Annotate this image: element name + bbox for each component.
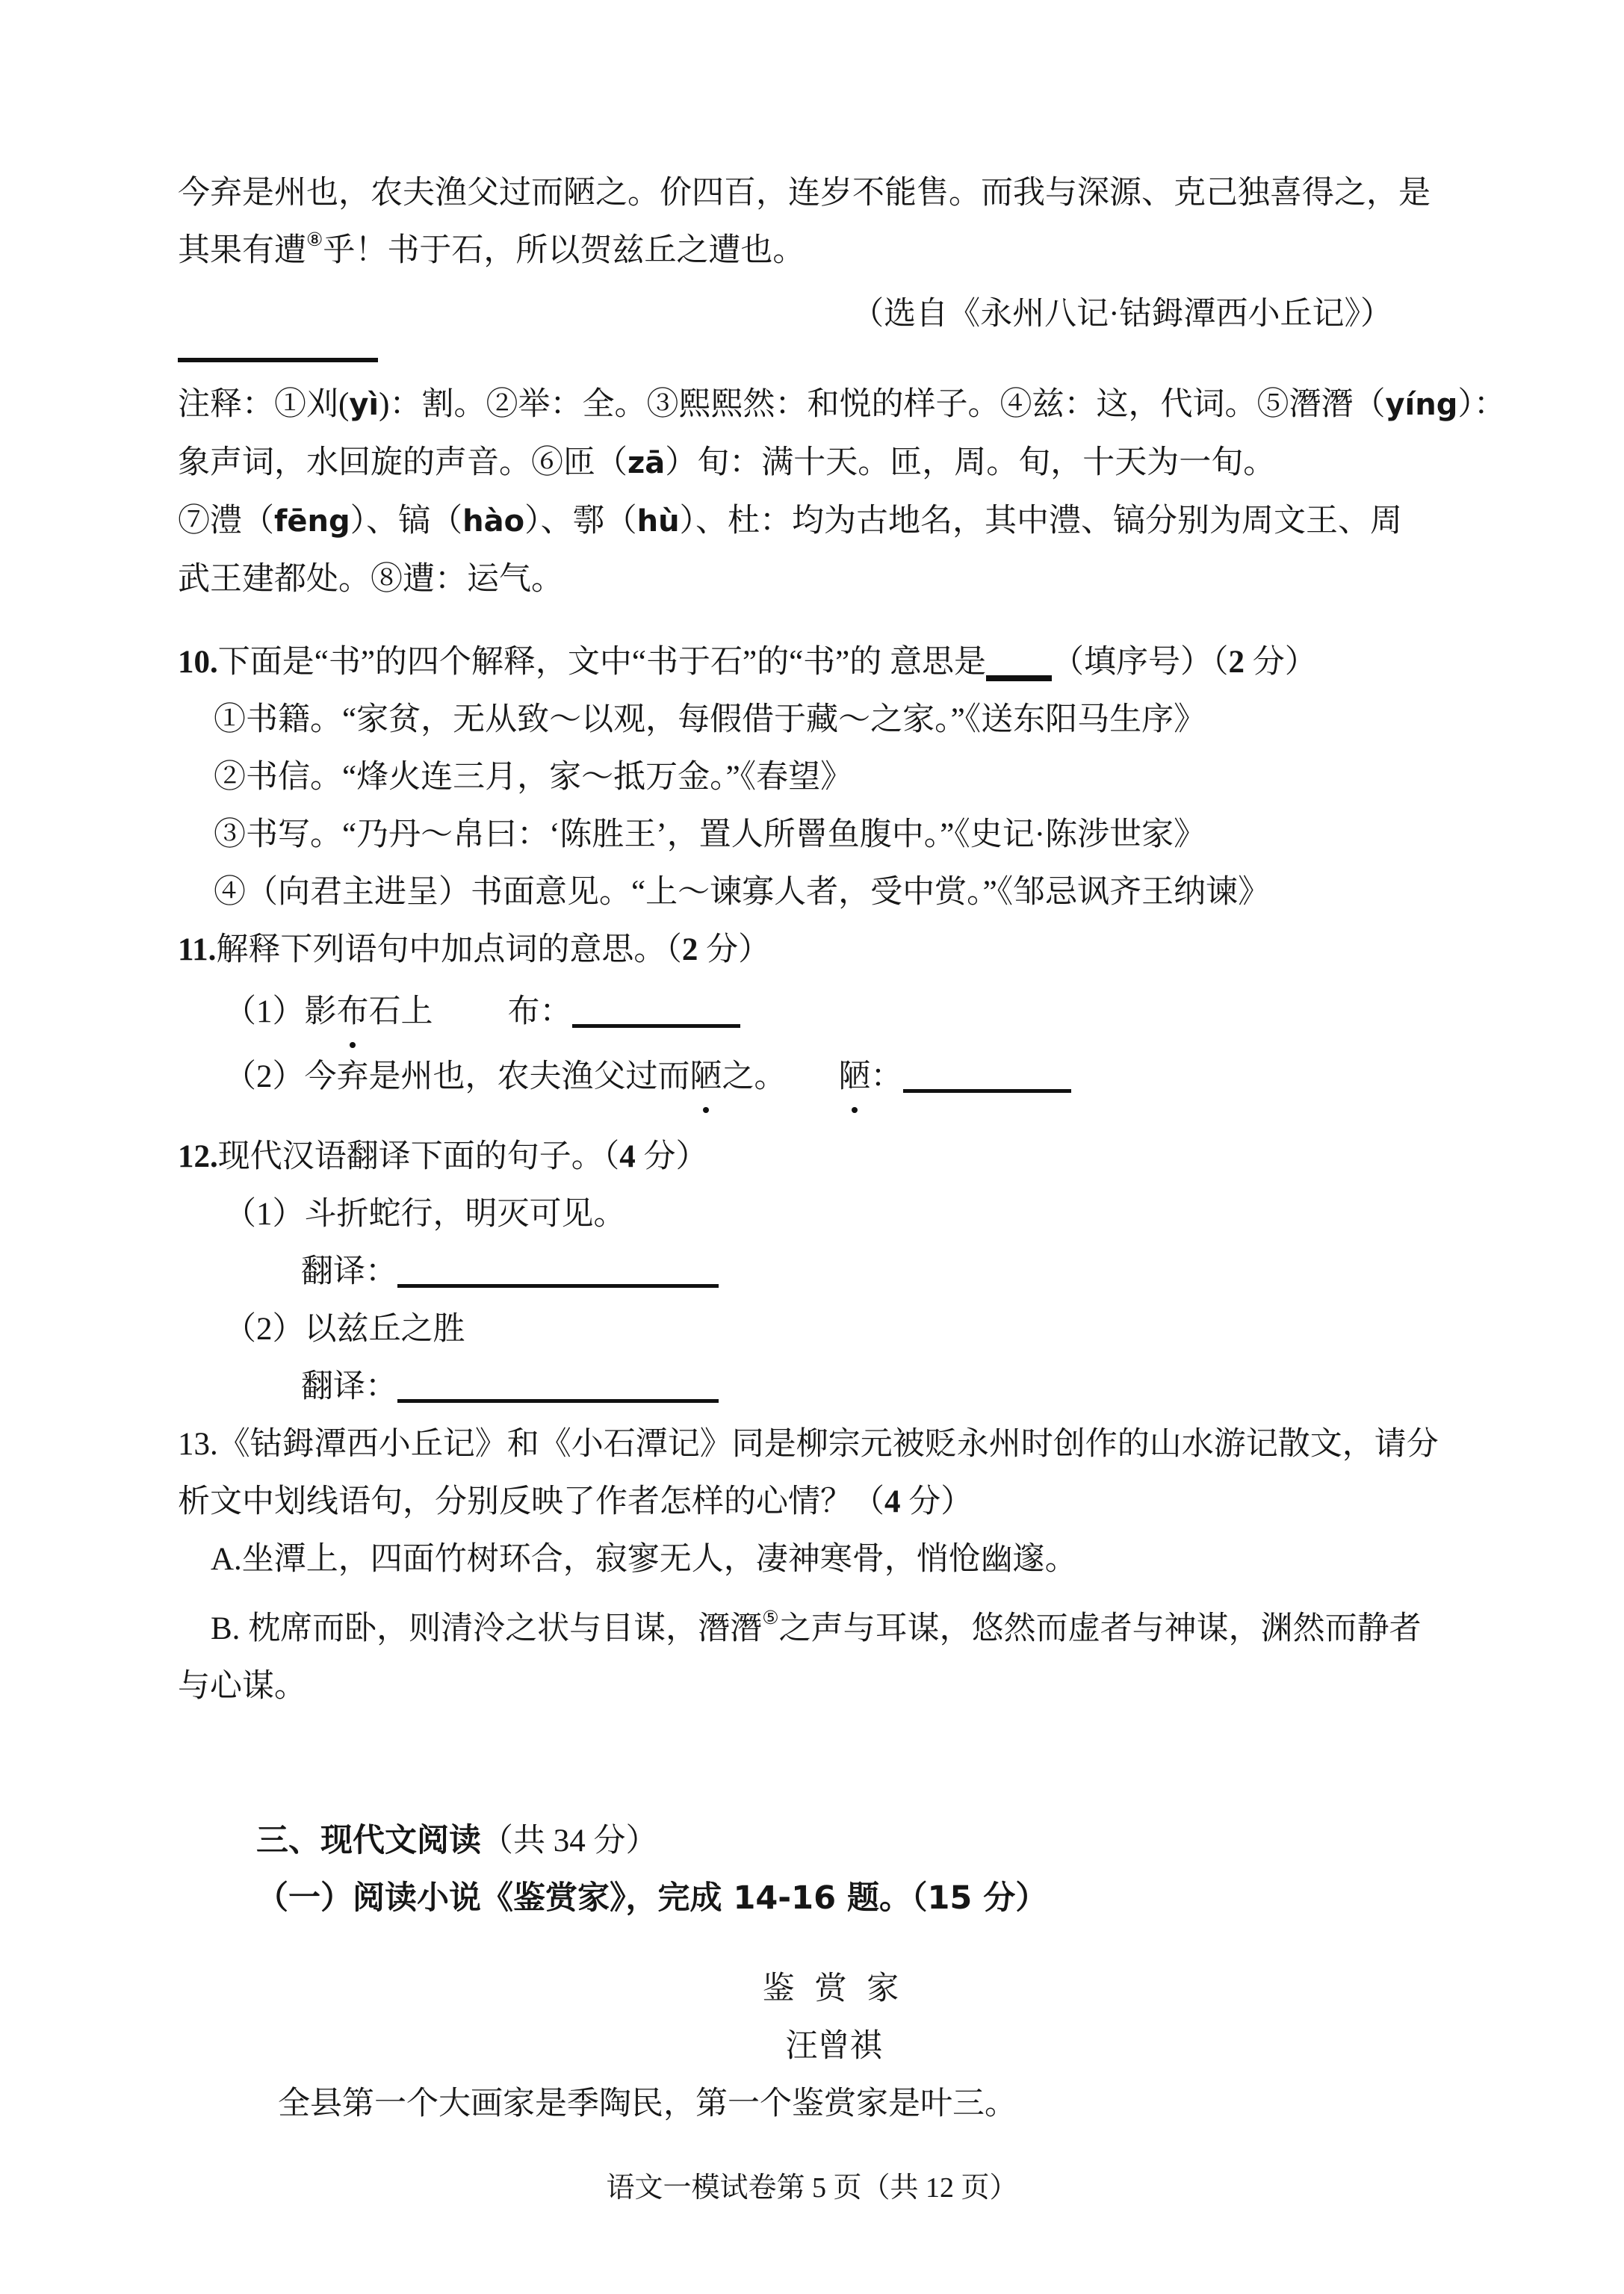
pinyin-hu: hù [636, 504, 680, 539]
page-footer: 语文一模试卷第 5 页（共 12 页） [606, 2172, 1018, 2204]
pinyin-yi: yì [349, 388, 379, 422]
q11-item2-text: 之。 [722, 1059, 787, 1094]
q13-head-text: 分） [900, 1484, 973, 1519]
q11-item-2 [178, 1048, 1490, 1106]
passage-line-1: 今弃是州也，农夫渔父过而陋之。价四百，连岁不能售。而我与深源、克己独喜得之，是 [178, 176, 1431, 211]
q11-item2-answer-label-char: 陋 [839, 1048, 871, 1106]
q11-number: 11. [178, 932, 217, 967]
q13-sentence-b-line-2: 与心谋。 [178, 1669, 306, 1704]
section-divider-rule [178, 358, 378, 362]
q13-sentence-b-text: 之声与耳谋，悠然而虚者与神谋，渊然而静者 [778, 1611, 1422, 1646]
q10-answer-blank[interactable] [986, 650, 1052, 681]
q13-head-line-1: 13.《钴鉧潭西小丘记》和《小石潭记》同是柳宗元被贬永州时创作的山水游记散文，请分 [178, 1427, 1439, 1462]
note-text: ）、镐（ [350, 503, 463, 539]
section-three-title: 三、现代文阅读 [256, 1822, 481, 1859]
question-12 [178, 1128, 1490, 1416]
q11-item2-colon: ： [870, 1059, 903, 1094]
q13-head-line-2 [178, 1473, 1490, 1531]
translation-label: 翻译： [301, 1369, 397, 1404]
pinyin-za: zā [627, 446, 666, 480]
q12-item2-translation-line [178, 1358, 1490, 1416]
note-text: ）旬：满十天。匝，周。旬，十天为一旬。 [665, 445, 1276, 480]
note-line-1 [178, 376, 1506, 434]
q10-head-text: 下面是“书”的四个解释，文中“书于石”的“书”的 意思是 [217, 645, 987, 680]
annotations-block [178, 376, 1506, 608]
q10-head [178, 633, 1490, 691]
note-text: )：割。②举：全。③熙熙然：和悦的样子。④兹：这，代词。⑤潛潛（ [379, 387, 1386, 422]
q11-item2-answer-blank[interactable] [903, 1064, 1071, 1093]
passage-text: 乎！书于石，所以贺兹丘之遭也。 [323, 233, 805, 268]
section-three-sub-header: （一）阅读小说《鉴赏家》，完成 14-16 题。（15 分） [256, 1879, 1048, 1917]
q10-score-number: 2 [1228, 645, 1245, 680]
story-title: 鉴 赏 家 [762, 1971, 905, 2006]
story-author: 汪曾祺 [785, 2029, 882, 2064]
note-line-2 [178, 434, 1490, 492]
q10-number: 10. [178, 645, 218, 680]
q10-head-text: 分） [1245, 645, 1317, 680]
note-line-3 [178, 492, 1490, 551]
q10-option-2: ②书信。“烽火连三月，家～抵万金。”《春望》 [214, 760, 853, 795]
q11-score-number: 2 [681, 932, 698, 967]
q12-head-text: 分） [635, 1139, 708, 1174]
passage-line-2 [178, 222, 1490, 279]
note-text: ）、鄠（ [524, 503, 637, 539]
q12-item1-translation-line [178, 1243, 1490, 1301]
note-line-4: 武王建都处。⑧遭：运气。 [178, 562, 563, 597]
q12-score-number: 4 [619, 1139, 636, 1174]
pinyin-hao: hào [462, 504, 525, 539]
section-three [178, 1812, 1490, 1927]
story-first-line: 全县第一个大画家是季陶民，第一个鉴赏家是叶三。 [278, 2086, 1017, 2121]
q11-head-text: 解释下列语句中加点词的意思。（ [216, 932, 682, 967]
q12-head [178, 1128, 1490, 1185]
q12-number: 12. [178, 1139, 218, 1174]
note-text: ）、杜：均为古地名，其中澧、镐分别为周文王、周 [679, 503, 1403, 539]
question-13 [178, 1416, 1490, 1715]
q10-option-1: ①书籍。“家贫，无从致～以观，每假借于藏～之家。”《送东阳马生序》 [214, 702, 1206, 737]
emphasized-char-lou: 陋 [690, 1048, 722, 1106]
q13-sentence-b-text: B. 枕席而卧，则清泠之状与目谋，潛潛 [211, 1611, 763, 1646]
q11-item-1 [178, 983, 1490, 1041]
pinyin-ying: yíng [1385, 388, 1458, 422]
note-text: ⑦澧（ [178, 503, 274, 539]
q11-head [178, 921, 1490, 979]
section-three-score: （共 34 分） [481, 1823, 658, 1859]
q12-item1-translation-blank[interactable] [397, 1259, 719, 1288]
passage-text: 其果有遭 [178, 233, 306, 268]
translation-label: 翻译： [301, 1254, 397, 1289]
note-text: ）： [1457, 387, 1506, 422]
q11-head-text: 分） [698, 932, 771, 967]
q13-score-number: 4 [884, 1484, 901, 1519]
note-text: 象声词，水回旋的声音。⑥匝（ [178, 445, 627, 480]
q10-head-text: （填序号）（ [1052, 645, 1229, 680]
footnote-ref-5: ⑤ [762, 1608, 779, 1628]
q10-option-4: ④（向君主进呈）书面意见。“上～谏寡人者，受中赏。”《邹忌讽齐王纳谏》 [214, 875, 1271, 910]
section-three-header [178, 1812, 1490, 1870]
q12-head-text: 现代汉语翻译下面的句子。（ [217, 1139, 620, 1174]
pinyin-feng: fēng [274, 504, 350, 539]
q12-item-1: （1）斗折蛇行，明灭可见。 [224, 1197, 626, 1232]
q10-option-3: ③书写。“乃丹～帛曰：‘陈胜王’，置人所罾鱼腹中。”《史记·陈涉世家》 [214, 817, 1206, 852]
q12-item-2: （2）以兹丘之胜 [224, 1312, 465, 1347]
q11-item1-answer-blank[interactable] [572, 999, 740, 1028]
q11-item1-answer-label: 布： [507, 994, 572, 1029]
footnote-ref-8: ⑧ [306, 230, 323, 250]
q13-sentence-b-line-1 [178, 1600, 1490, 1658]
question-11 [178, 921, 1490, 1106]
note-text: 注释：①刈( [178, 387, 350, 422]
emphasized-char-bu: 布 [337, 983, 369, 1041]
q13-sentence-a: A.坐潭上，四面竹树环合，寂寥无人，凄神寒骨，悄怆幽邃。 [211, 1542, 1077, 1577]
q11-item1-text: 石上 [368, 994, 433, 1029]
q12-item2-translation-blank[interactable] [397, 1374, 719, 1403]
passage-source: （选自《永州八记·钴鉧潭西小丘记》） [852, 297, 1392, 332]
question-10 [178, 633, 1490, 921]
q13-head-text: 析文中划线语句，分别反映了作者怎样的心情？（ [178, 1484, 884, 1519]
q11-item1-text: （1）影 [224, 994, 337, 1029]
q11-item2-text: （2）今弃是州也，农夫渔父过而 [224, 1059, 690, 1094]
story-block [178, 1960, 1490, 2133]
